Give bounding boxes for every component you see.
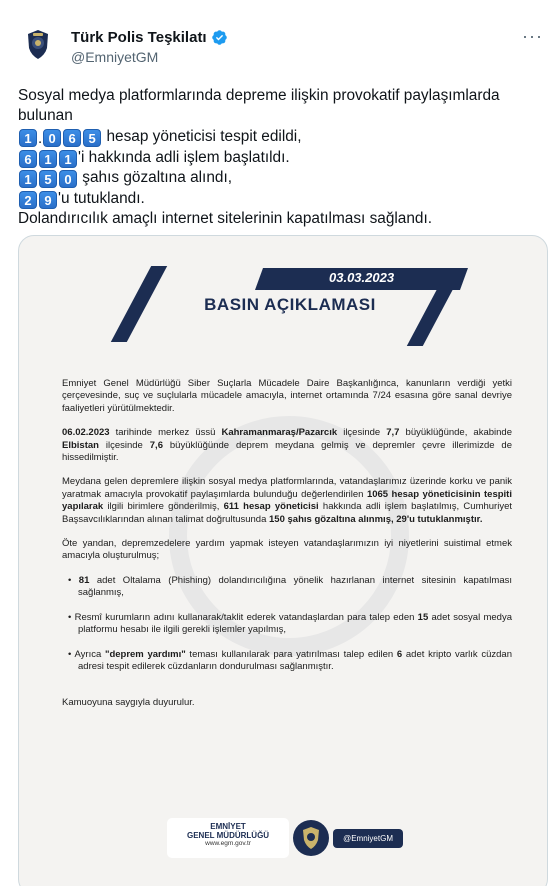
- keycap-digit: 0: [59, 170, 77, 188]
- text-segment: büyüklüğünde deprem meydana gelmiş ve depremler çevre illerimizde de hissedilmiştir.: [62, 439, 512, 464]
- text-segment: ilçesinde: [98, 439, 150, 451]
- text-segment: teması kullanılarak para yatırılması talep edilen: [185, 648, 397, 660]
- press-body: [62, 378, 512, 710]
- keycap-digit: 9: [39, 191, 57, 209]
- bold-segment: 6: [396, 648, 403, 660]
- text-segment: büyüklüğünde, akabinde: [399, 427, 512, 439]
- text-segment: adet kripto varlık cüzdan adresi tespit edilerek cüzdanların dondurulması sağlanmıştır.: [78, 648, 512, 672]
- text-segment: Meydana gelen depremlere ilişkin sosyal medya platformlarında, vatandaşlarımız üzerinde korku ve panik yaratmak amacıyla provokatif paylaşımlarda bulunduğu değerlendirilen: [62, 476, 512, 500]
- tweet-text-segment: şahıs gözaltına alındı,: [78, 169, 233, 187]
- press-date: 03.03.2023: [329, 270, 395, 285]
- footer-title-2: GENEL MÜDÜRLÜĞÜ: [187, 831, 270, 840]
- text-segment: ilgili birimlere gönderilmiş,: [103, 501, 224, 513]
- paragraph-2: [62, 427, 512, 464]
- verified-badge-icon: [211, 29, 228, 46]
- keycap-digit: 0: [43, 129, 61, 147]
- tweet-line-4: [18, 148, 538, 168]
- bullet-1: • 81 adet Oltalama (Phishing) dolandırıcılığına yönelik hazırlanan internet sitesinin kapatılması sağlanmış,: [68, 574, 512, 599]
- text-segment: Resmî kurumların adını kullanarak/taklit ederek vatandaşlardan para talep eden: [74, 611, 418, 623]
- author-handle[interactable]: @EmniyetGM: [71, 49, 159, 65]
- tweet-line-6: [18, 189, 538, 209]
- text-segment: hakkında adli işlem başlatılmış, Cumhuriyet Başsavcılıklarından alınan talimat doğrultusunda: [62, 501, 512, 525]
- tweet-header: [18, 24, 543, 68]
- tweet-line-1: Sosyal medya platformlarında depreme ilişkin provokatif paylaşımlarda: [18, 87, 500, 104]
- keycap-digit: 6: [19, 150, 37, 168]
- magnitude-1: 7,7: [386, 427, 400, 439]
- police-badge-icon: [18, 24, 58, 64]
- bullet-3: • Ayrıca "deprem yardımı" teması kullanılarak para yatırılması talep edilen 6 adet kripto varlık cüzdan adresi tespit edilerek cüzdanların dondurulması sağlanmıştır.: [68, 648, 512, 672]
- keycap-digit: 5: [39, 170, 57, 188]
- paragraph-3: [62, 476, 512, 526]
- footer-title-1: EMNİYET: [210, 822, 246, 831]
- closing-line: Kamuoyuna saygıyla duyurulur.: [62, 697, 195, 709]
- avatar[interactable]: [18, 24, 58, 64]
- keycap-digit: 1: [19, 170, 37, 188]
- more-horizontal-icon[interactable]: ···: [522, 26, 543, 46]
- text-segment: Ayrıca: [74, 648, 105, 660]
- dot-separator: .: [38, 129, 43, 147]
- tweet-text: [18, 86, 538, 229]
- second-location: Elbistan: [62, 439, 99, 451]
- bold-segment: 150 şahıs gözaltına alınmış, 29'u tutuklanmıştır.: [269, 513, 483, 525]
- paragraph-1: Emniyet Genel Müdürlüğü Siber Suçlarla Mücadele Daire Başkanlığınca, kanunların verdiği yetki çerçevesinde, suç ve suçlularla mücadele amacıyla, internet ortamında 7/24 esasına göre sanal devriye faaliyetleri yürütülmektedir.: [62, 378, 512, 414]
- tweet-line-7: Dolandırıcılık amaçlı internet sitelerinin kapatılması sağlandı.: [18, 210, 433, 228]
- bold-segment: 1065 hesap yöneticisinin tespiti yapılarak: [62, 488, 512, 513]
- keycap-digit: 6: [63, 129, 81, 147]
- tweet-text-segment: hesap yöneticisi tespit edildi,: [102, 127, 302, 145]
- bold-segment: 611 hesap yöneticisi: [223, 501, 319, 513]
- text-segment: tarihinde merkez üssü: [109, 427, 222, 439]
- tweet-line-3: [18, 127, 538, 148]
- bold-segment: 81: [78, 574, 90, 586]
- quake-date: 06.02.2023: [62, 427, 110, 439]
- police-logo-icon: [293, 820, 329, 856]
- bold-segment: "deprem yardımı": [104, 648, 186, 660]
- keycap-digit: 1: [39, 150, 57, 168]
- keycap-digit: 2: [19, 191, 37, 209]
- footer-url: www.egm.gov.tr: [205, 840, 251, 847]
- magnitude-2: 7,6: [149, 439, 163, 451]
- keycap-digit: 1: [59, 150, 77, 168]
- bold-segment: 15: [417, 611, 429, 623]
- text-segment: adet Oltalama (Phishing) dolandırıcılığına yönelik hazırlanan internet sitesinin kapatılması sağlanmış,: [78, 574, 512, 599]
- tweet-line-5: [18, 168, 538, 188]
- text-segment: adet sosyal medya platformu hesabı ile ilgili gerekli işlemler yapılmış,: [78, 611, 512, 636]
- press-footer: [167, 814, 403, 862]
- text-segment: ilçesinde: [337, 427, 387, 439]
- tweet-text-segment: 'i hakkında adli işlem başlatıldı.: [78, 148, 290, 166]
- author-name[interactable]: [71, 29, 228, 46]
- paragraph-4: Öte yandan, depremzedelere yardım yapmak isteyen vatandaşlarımızın iyi niyetlerini suistimal etmek amacıyla oluşturulmuş;: [62, 538, 512, 562]
- keycap-digit: 1: [19, 129, 37, 147]
- tweet-line-2: bulunan: [18, 107, 73, 125]
- footer-org: [167, 818, 289, 858]
- bullet-2: • Resmî kurumların adını kullanarak/taklit ederek vatandaşlardan para talep eden 15 adet sosyal medya platformu hesabı ile ilgili gerekli işlemler yapılmış,: [68, 611, 512, 636]
- press-title: BASIN AÇIKLAMASI: [204, 295, 376, 314]
- epicenter: Kahramanmaraş/Pazarcık: [221, 427, 338, 439]
- author-name-text[interactable]: Türk Polis Teşkilatı: [71, 29, 207, 46]
- footer-handle: @EmniyetGM: [333, 829, 403, 848]
- press-release-image[interactable]: [18, 235, 548, 886]
- keycap-digit: 5: [83, 129, 101, 147]
- tweet-text-segment: 'u tutuklandı.: [58, 189, 145, 207]
